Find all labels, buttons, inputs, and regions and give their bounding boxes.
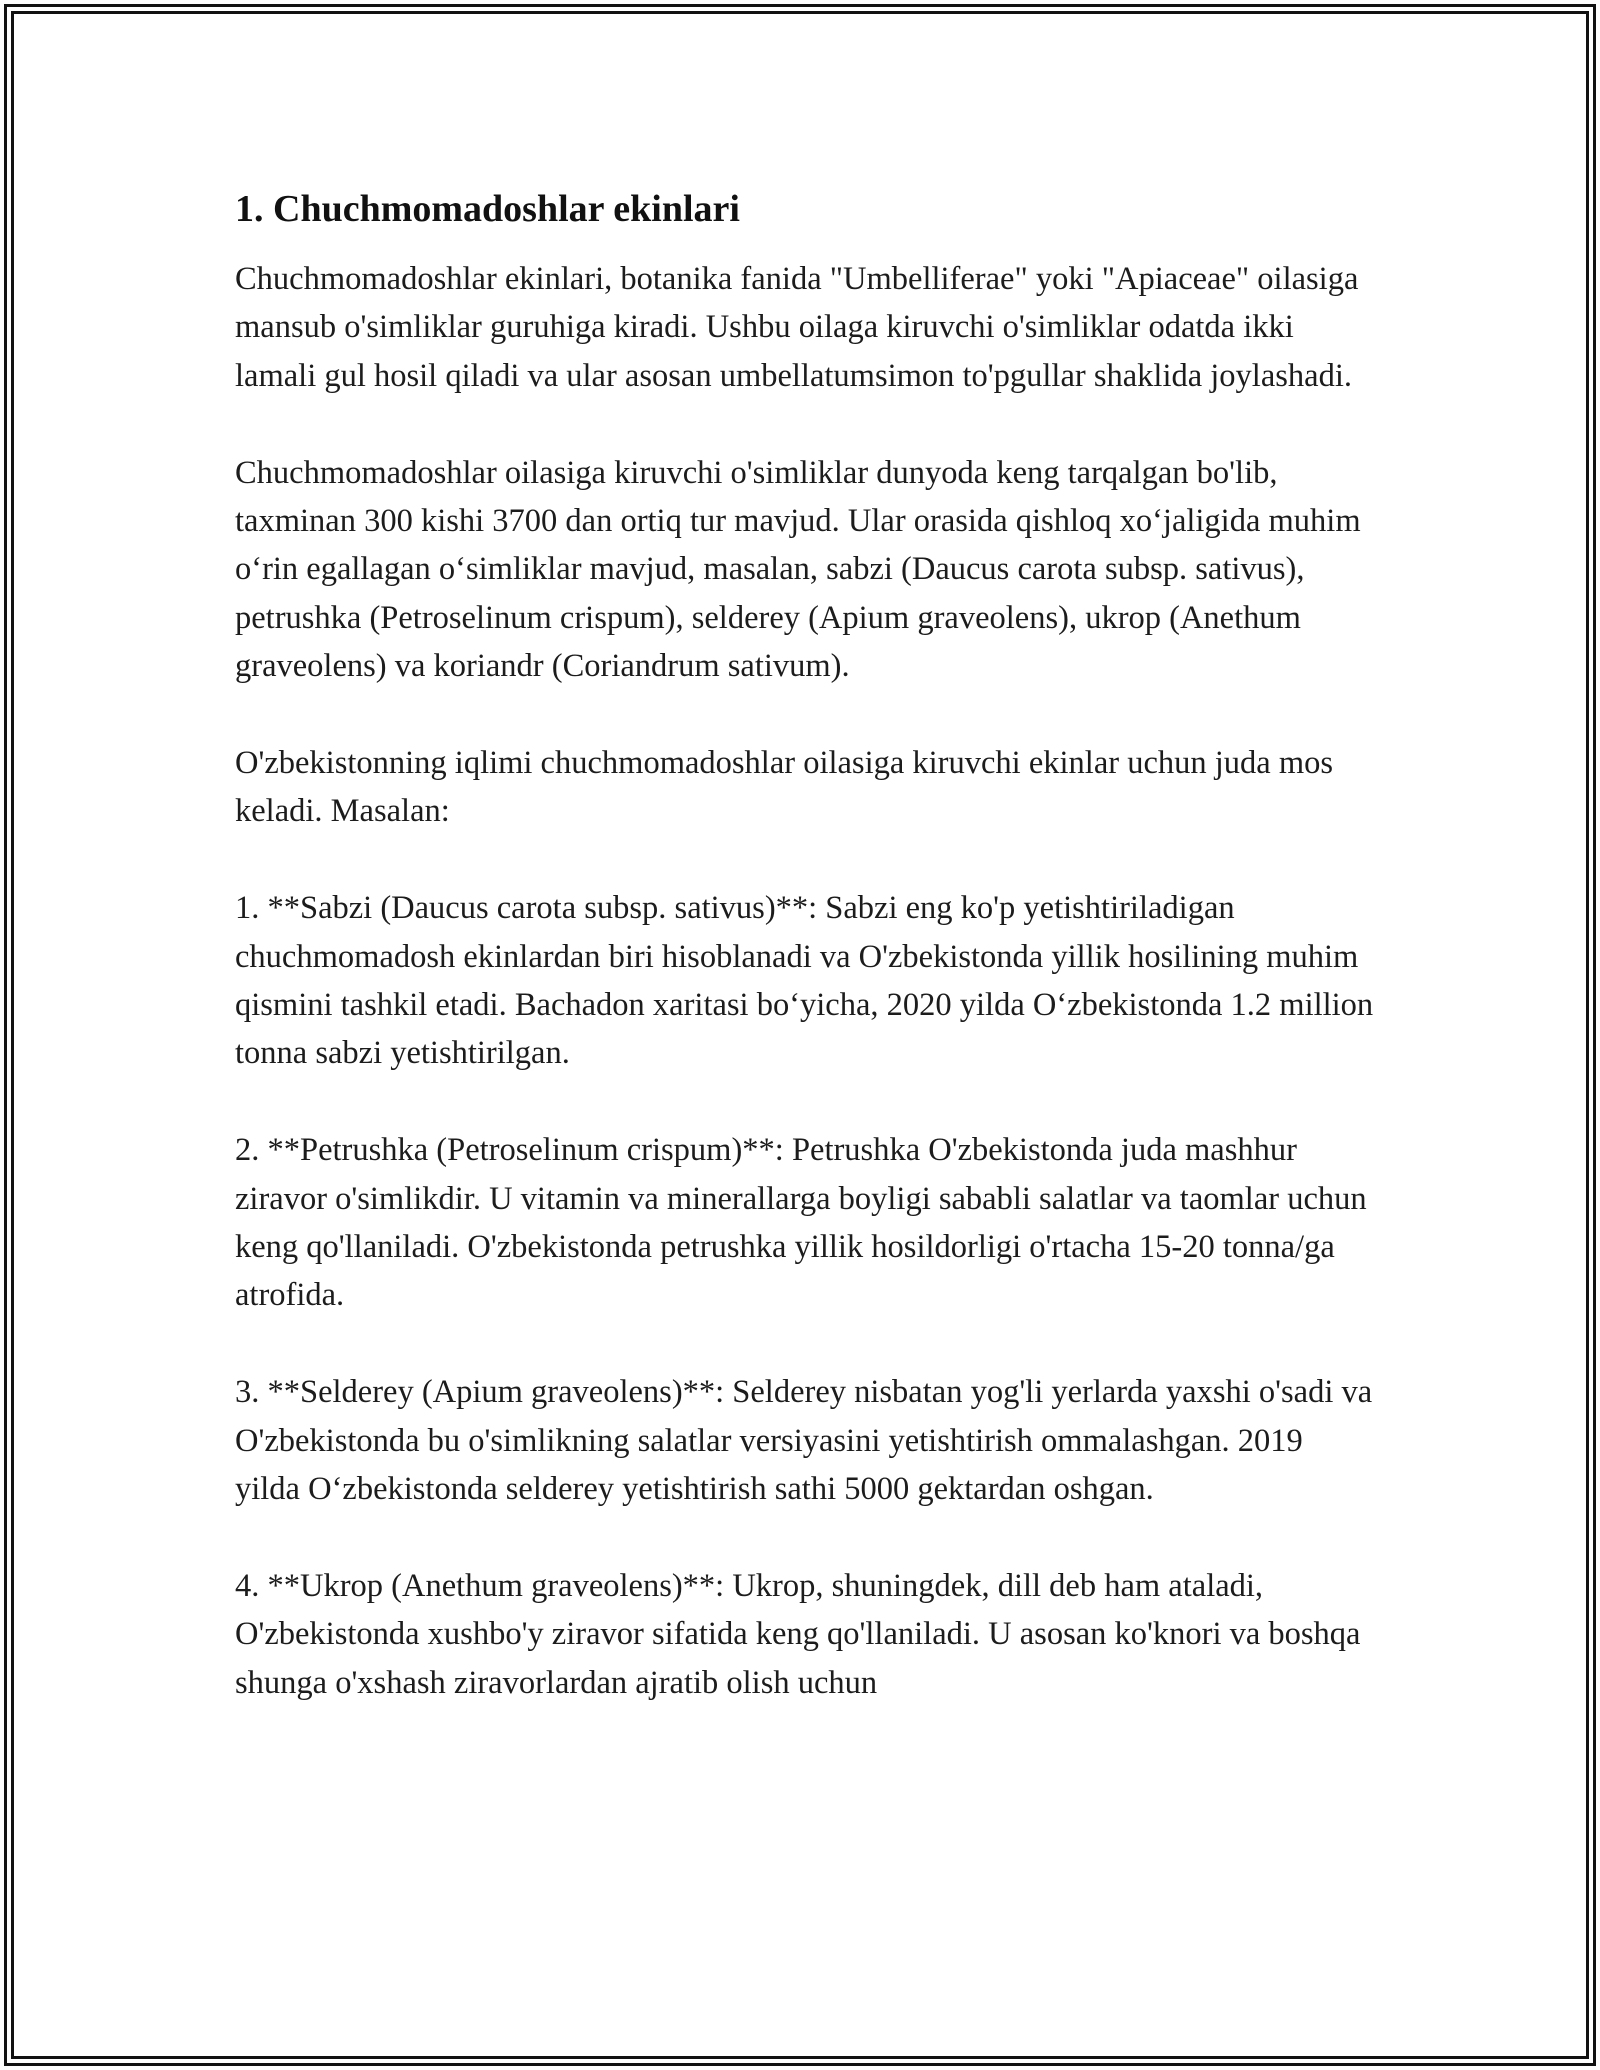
list-item-petrushka: 2. **Petrushka (Petroselinum crispum)**: Petrushka O'zbekistonda juda mashhur ziravor o'simlikdir. U vitamin va minerallarga boyligi sababli salatlar va taomlar uchun keng qo'llaniladi. O'zbekistonda petrushka yillik hosildorligi o'rtacha 15-20 tonna/ga atrofida.: [235, 1132, 1367, 1314]
paragraph-climate: O'zbekistonning iqlimi chuchmomadoshlar oilasiga kiruvchi ekinlar uchun juda mos keladi. Masalan:: [235, 745, 1334, 830]
section-heading: 1. Chuchmomadoshlar ekinlari: [235, 188, 740, 230]
list-item-sabzi: 1. **Sabzi (Daucus carota subsp. sativus)**: Sabzi eng ko'p yetishtiriladigan chuchmomadosh ekinlardan biri hisoblanadi va O'zbekistonda yillik hosilining muhim qismini tashkil etadi. Bachadon xaritasi bo‘yicha, 2020 yilda O‘zbekistonda 1.2 million tonna sabzi yetishtirilgan.: [235, 890, 1374, 1072]
list-item-selderey: 3. **Selderey (Apium graveolens)**: Selderey nisbatan yog'li yerlarda yaxshi o'sadi va O'zbekistonda bu o'simlikning salatlar versiyasini yetishtirish ommalashgan. 2019 yilda O‘zbekistonda selderey yetishtirish sathi 5000 gektardan oshgan.: [235, 1374, 1373, 1508]
paragraph-family-overview: Chuchmomadoshlar oilasiga kiruvchi o'simliklar dunyoda keng tarqalgan bo'lib, taxminan 300 kishi 3700 dan ortiq tur mavjud. Ular orasida qishloq xo‘jaligida muhim o‘rin egallagan o‘simliklar mavjud, masalan, sabzi (Daucus carota subsp. sativus), petrushka (Petroselinum crispum), selderey (Apium graveolens), ukrop (Anethum graveolens) va koriandr (Coriandrum sativum).: [235, 454, 1361, 685]
document-body: [235, 185, 1375, 1755]
list-item-ukrop: 4. **Ukrop (Anethum graveolens)**: Ukrop, shuningdek, dill deb ham ataladi, O'zbekistonda xushbo'y ziravor sifatida keng qo'llaniladi. U asosan ko'knori va boshqa shunga o'xshash ziravorlardan ajratib olish uchun: [235, 1567, 1361, 1701]
paragraph-intro: Chuchmomadoshlar ekinlari, botanika fanida "Umbelliferae" yoki "Apiaceae" oilasiga mansub o'simliklar guruhiga kiradi. Ushbu oilaga kiruvchi o'simliklar odatda ikki lamali gul hosil qiladi va ular asosan umbellatumsimon to'pgullar shaklida joylashadi.: [235, 261, 1359, 394]
